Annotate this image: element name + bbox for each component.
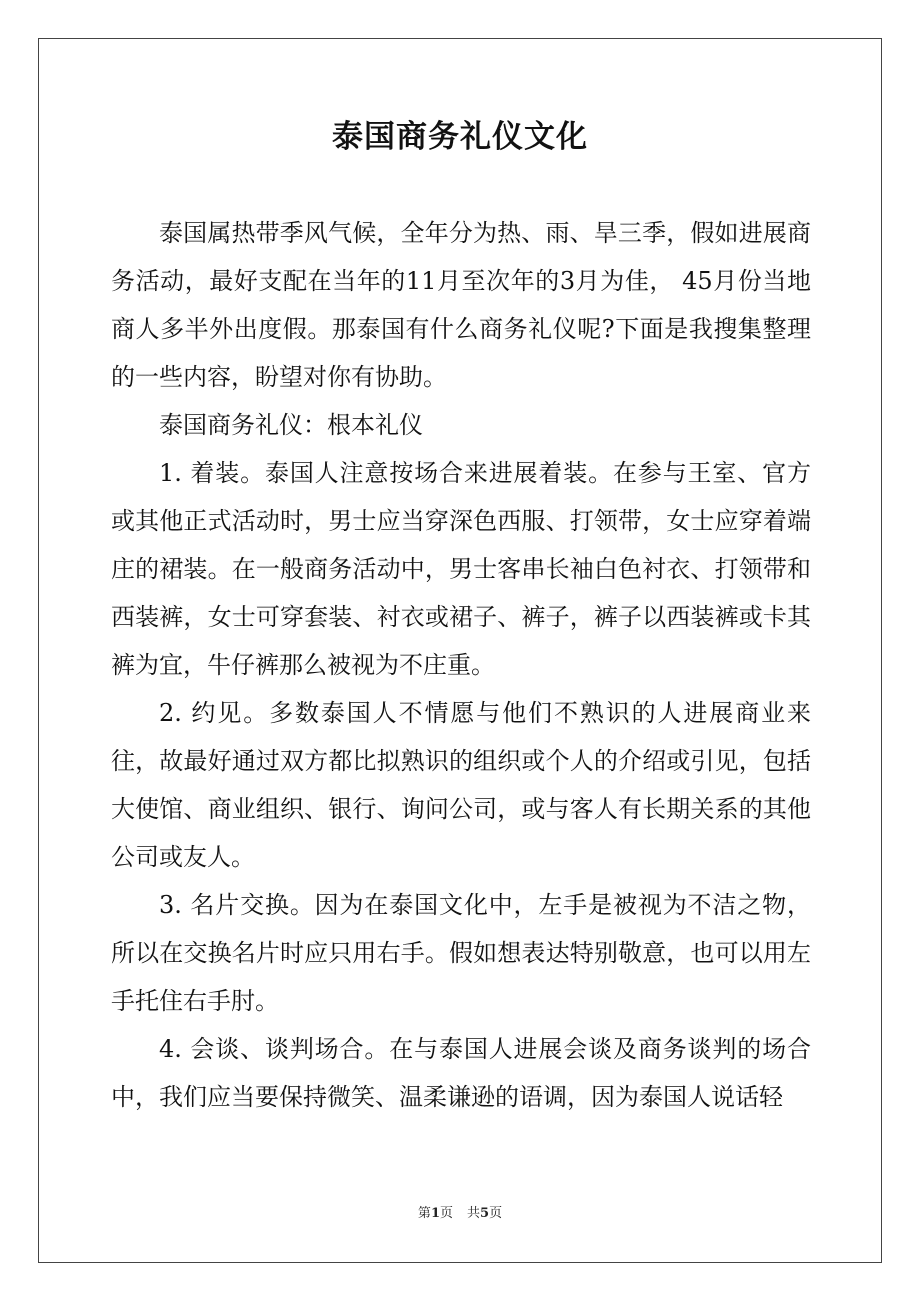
current-page-number: 1: [430, 1206, 440, 1221]
page-footer: [0, 1204, 920, 1224]
paragraph-attire: 1. 着装。泰国人注意按场合来进展着装。在参与王室、官方或其他正式活动时，男士应当穿深色西服、打领带，女士应穿着端庄的裙装。在一般商务活动中，男士客串长袖白色衬衣、打领带和西装裤，女士可穿套装、衬衣或裙子、裤子，裤子以西装裤或卡其裤为宜，牛仔裤那么被视为不庄重。: [111, 459, 811, 679]
total-prefix: 共: [467, 1206, 481, 1221]
document-body: [111, 209, 811, 1121]
document-title: 泰国商务礼仪文化: [332, 119, 588, 155]
page-prefix: 第: [417, 1206, 431, 1221]
paragraph-appointment: 2. 约见。多数泰国人不情愿与他们不熟识的人进展商业来往，故最好通过双方都比拟熟识的组织或个人的介绍或引见，包括大使馆、商业组织、银行、询问公司，或与客人有长期关系的其他公司或友人。: [111, 699, 811, 871]
total-suffix: 页: [489, 1206, 503, 1221]
paragraph-business-card: 3. 名片交换。因为在泰国文化中，左手是被视为不洁之物，所以在交换名片时应只用右手。假如想表达特别敬意，也可以用左手托住右手肘。: [111, 891, 811, 1015]
total-pages-number: 5: [480, 1206, 490, 1221]
paragraph-negotiation: 4. 会谈、谈判场合。在与泰国人进展会谈及商务谈判的场合中，我们应当要保持微笑、温柔谦逊的语调，因为泰国人说话轻: [111, 1035, 811, 1111]
paragraph-section-heading: 泰国商务礼仪：根本礼仪: [159, 411, 423, 439]
page-suffix: 页: [439, 1206, 453, 1221]
paragraph-intro: 泰国属热带季风气候，全年分为热、雨、旱三季，假如进展商务活动，最好支配在当年的11月至次年的3月为佳， 45月份当地商人多半外出度假。那泰国有什么商务礼仪呢?下面是我搜集整理的一些内容，盼望对你有协助。: [111, 219, 811, 391]
